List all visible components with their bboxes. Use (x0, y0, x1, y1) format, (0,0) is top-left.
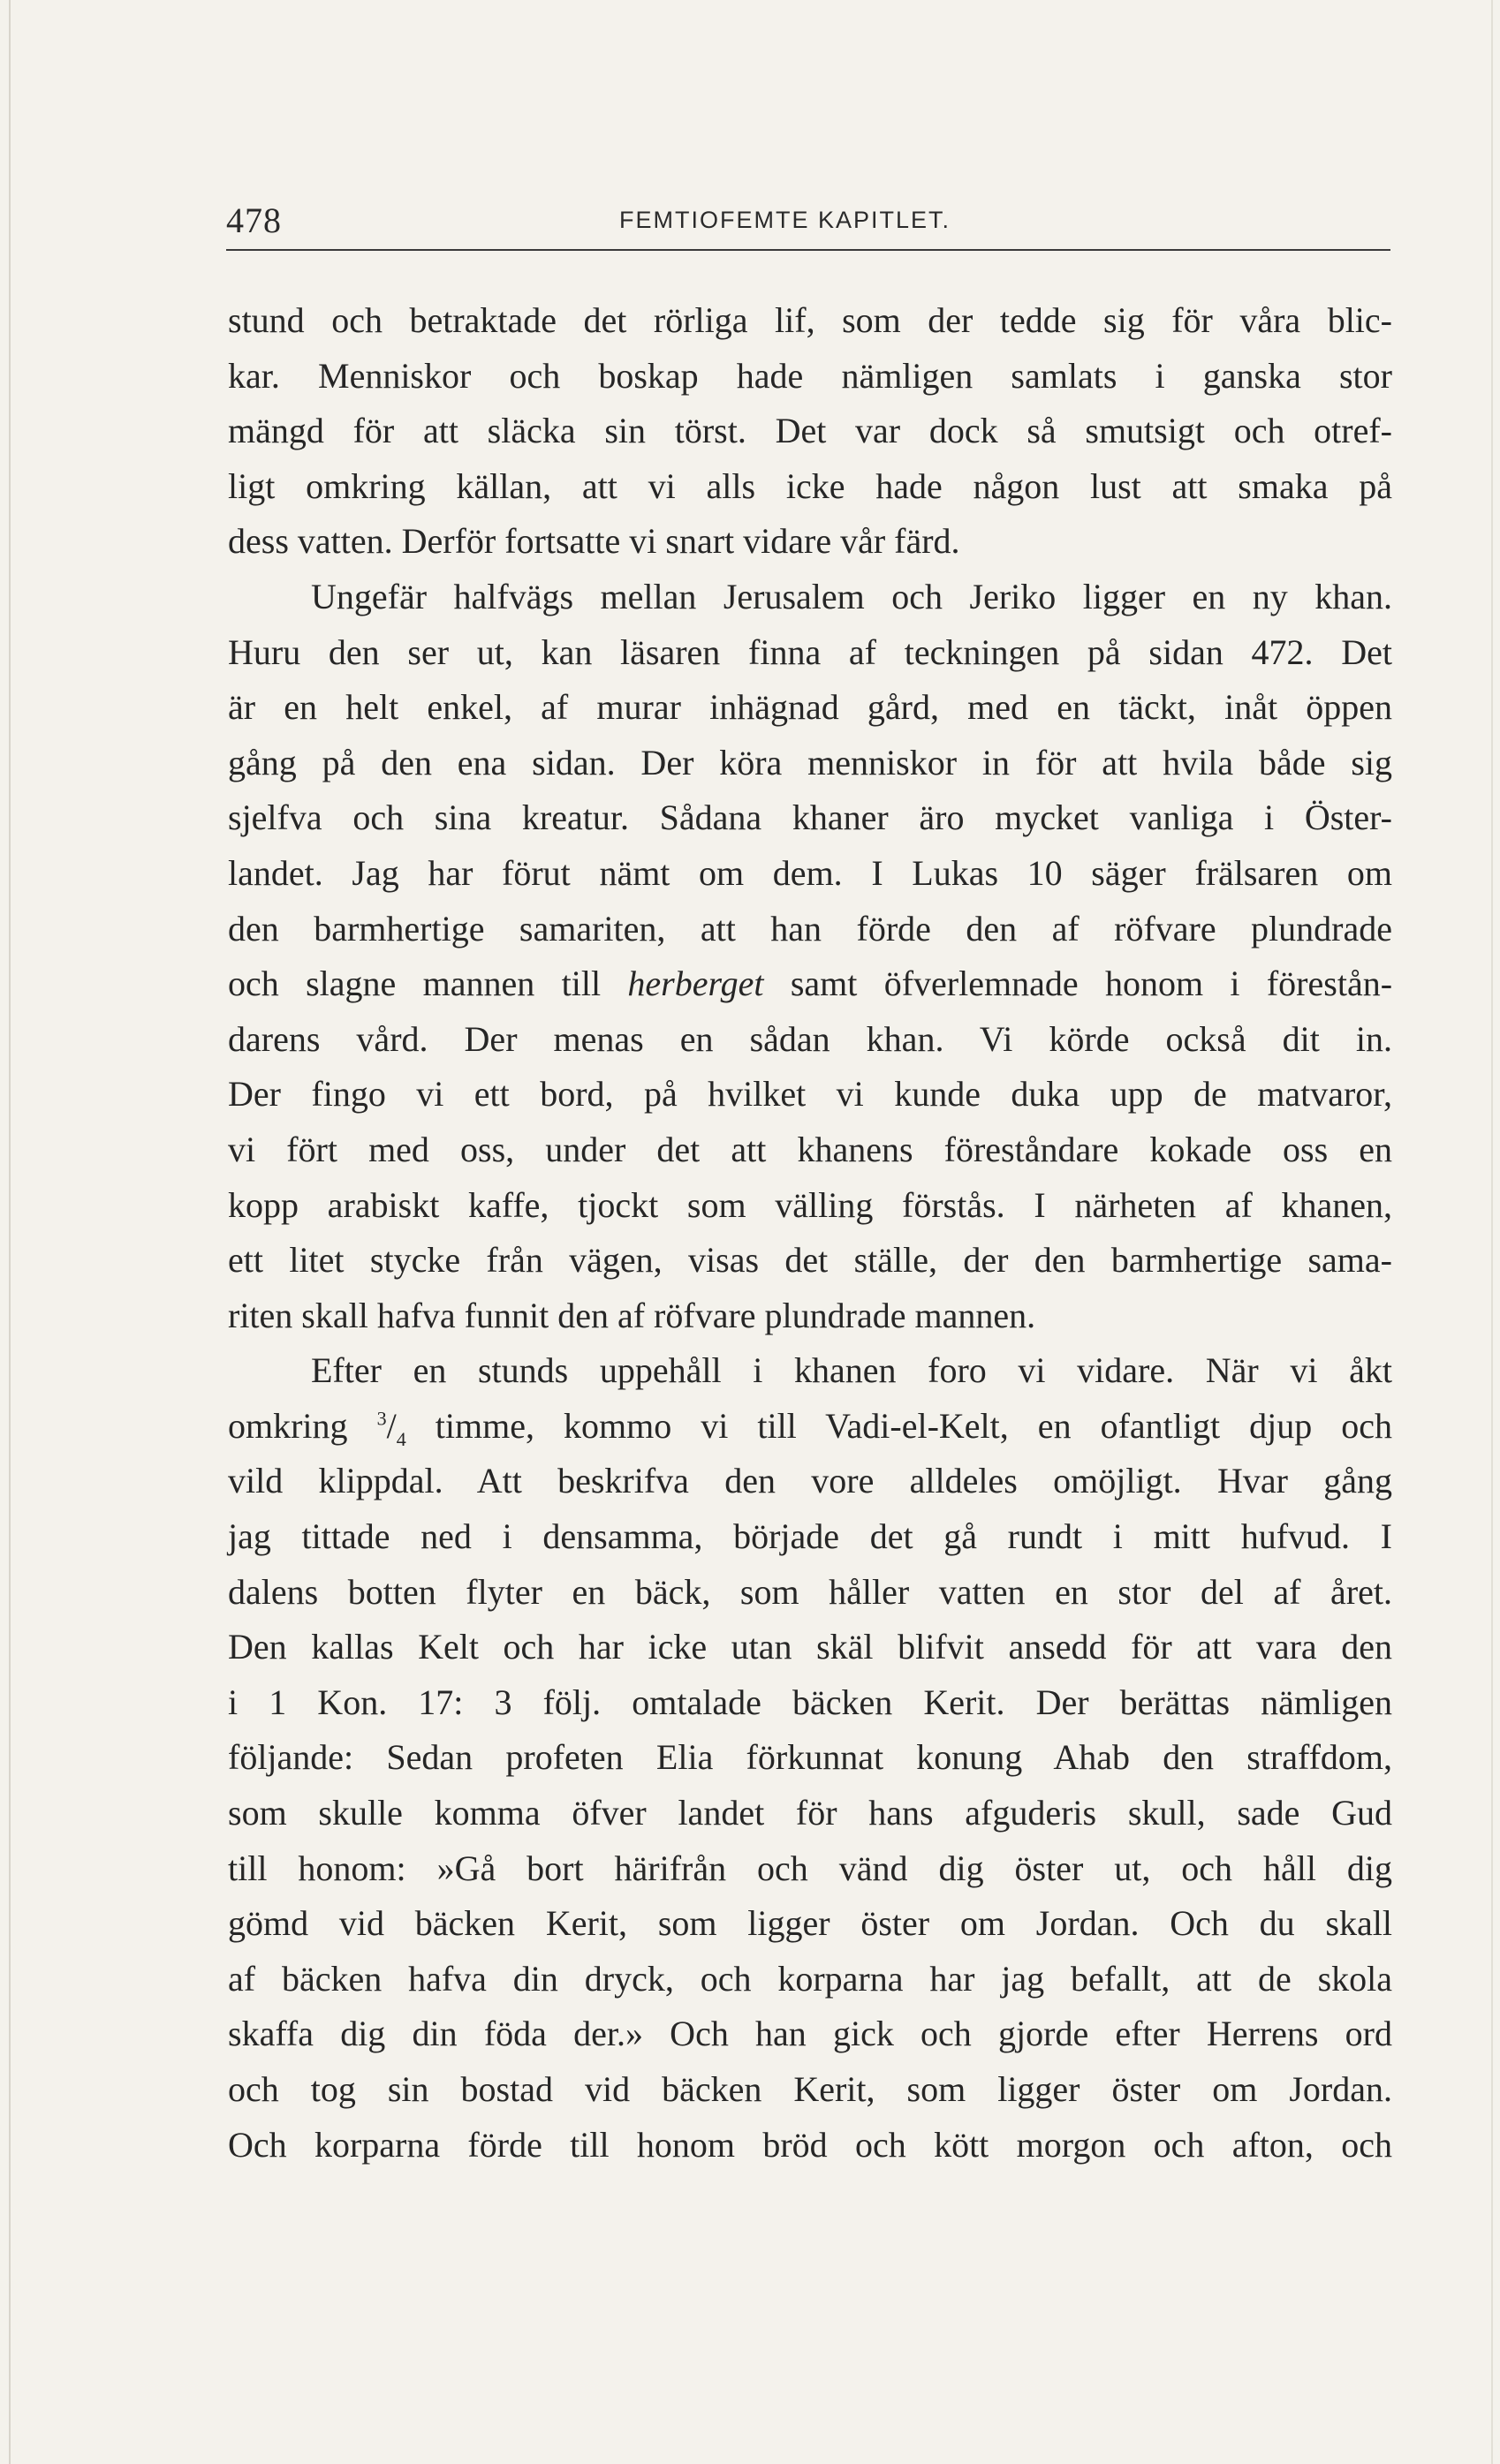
text-line: kar. Menniskor och boskap hade nämligen samlats i ganska stor (228, 355, 1392, 396)
text-line: stund och betraktade det rörliga lif, som der tedde sig för våra blic- (228, 300, 1392, 340)
text-line: vi fört med oss, under det att khanens föreståndare kokade oss en (228, 1129, 1392, 1169)
text-segment: och slagne mannen till (228, 964, 602, 1004)
fraction-denominator: 4 (396, 1427, 406, 1450)
text-segment: samt öfverlemnade honom i förestån- (790, 964, 1393, 1004)
page-header (226, 196, 1392, 249)
running-head: FEMTIOFEMTE KAPITLET. (619, 207, 951, 233)
text-line: sjelfva och sina kreatur. Sådana khaner äro mycket vanliga i Öster- (228, 797, 1392, 838)
text-line: Der fingo vi ett bord, på hvilket vi kunde duka upp de matvaror, (228, 1074, 1392, 1115)
text-line: ligt omkring källan, att vi alls icke hade någon lust att smaka på (228, 465, 1392, 506)
text-line: dess vatten. Derför fortsatte vi snart vidare vår färd. (228, 521, 960, 562)
text-line: Ungefär halfvägs mellan Jerusalem och Jeriko ligger en ny khan. (311, 576, 1392, 616)
text-line: darens vård. Der menas en sådan khan. Vi körde också dit in. (228, 1018, 1392, 1059)
italic-term: herberget (627, 964, 764, 1004)
text-line (228, 1399, 1392, 1455)
text-line: följande: Sedan profeten Elia förkunnat konung Ahab den straffdom, (228, 1737, 1392, 1778)
header-rule (226, 249, 1390, 251)
page-edge-left (9, 0, 11, 2464)
text-line: af bäcken hafva din dryck, och korparna har jag befallt, att de skola (228, 1958, 1392, 1999)
text-line: och tog sin bostad vid bäcken Kerit, som ligger öster om Jordan. (228, 2069, 1392, 2109)
text-line: landet. Jag har förut nämt om dem. I Lukas 10 säger frälsaren om (228, 852, 1392, 893)
text-line: i 1 Kon. 17: 3 följ. omtalade bäcken Kerit. Der berättas nämligen (228, 1682, 1392, 1722)
text-line (228, 956, 1392, 1012)
text-line: den barmhertige samariten, att han förde den af röfvare plundrade (228, 908, 1392, 949)
text-line: Efter en stunds uppehåll i khanen foro vi vidare. När vi åkt (311, 1350, 1392, 1391)
text-line: ett litet stycke från vägen, visas det ställe, der den barmhertige sama- (228, 1240, 1392, 1281)
text-line: är en helt enkel, af murar inhägnad gård, med en täckt, inåt öppen (228, 687, 1392, 728)
fraction-numerator: 3 (376, 1407, 387, 1430)
text-line: skaffa dig din föda der.» Och han gick och gjorde efter Herrens ord (228, 2014, 1392, 2054)
body-text (228, 293, 1392, 2173)
text-line: Den kallas Kelt och har icke utan skäl blifvit ansedd för att vara den (228, 1627, 1392, 1667)
text-line: mängd för att släcka sin törst. Det var dock så smutsigt och otref- (228, 411, 1392, 451)
page-edge-right (1491, 0, 1493, 2464)
page-number: 478 (226, 200, 282, 240)
text-line: Huru den ser ut, kan läsaren finna af teckningen på sidan 472. Det (228, 631, 1392, 672)
text-line: gömd vid bäcken Kerit, som ligger öster om Jordan. Och du skall (228, 1903, 1392, 1944)
text-line: till honom: »Gå bort härifrån och vänd dig öster ut, och håll dig (228, 1848, 1392, 1888)
text-line: gång på den ena sidan. Der köra menniskor in för att hvila både sig (228, 742, 1392, 782)
text-line: Och korparna förde till honom bröd och kött morgon och afton, och (228, 2124, 1392, 2165)
text-segment: omkring (228, 1405, 348, 1446)
text-line: dalens botten flyter en bäck, som håller vatten en stor del af året. (228, 1571, 1392, 1612)
text-line: kopp arabiskt kaffe, tjockt som välling förstås. I närheten af khanen, (228, 1184, 1392, 1225)
fraction: $^3/_4$ (376, 1405, 406, 1450)
text-line: vild klippdal. Att beskrifva den vore alldeles omöjligt. Hvar gång (228, 1461, 1392, 1501)
text-segment: timme, kommo vi till Vadi-el-Kelt, en ofantligt djup och (435, 1405, 1393, 1446)
text-line: riten skall hafva funnit den af röfvare plundrade mannen. (228, 1295, 1036, 1335)
text-line: som skulle komma öfver landet för hans afguderis skull, sade Gud (228, 1793, 1392, 1833)
text-line: jag tittade ned i densamma, började det gå rundt i mitt hufvud. I (228, 1516, 1392, 1557)
